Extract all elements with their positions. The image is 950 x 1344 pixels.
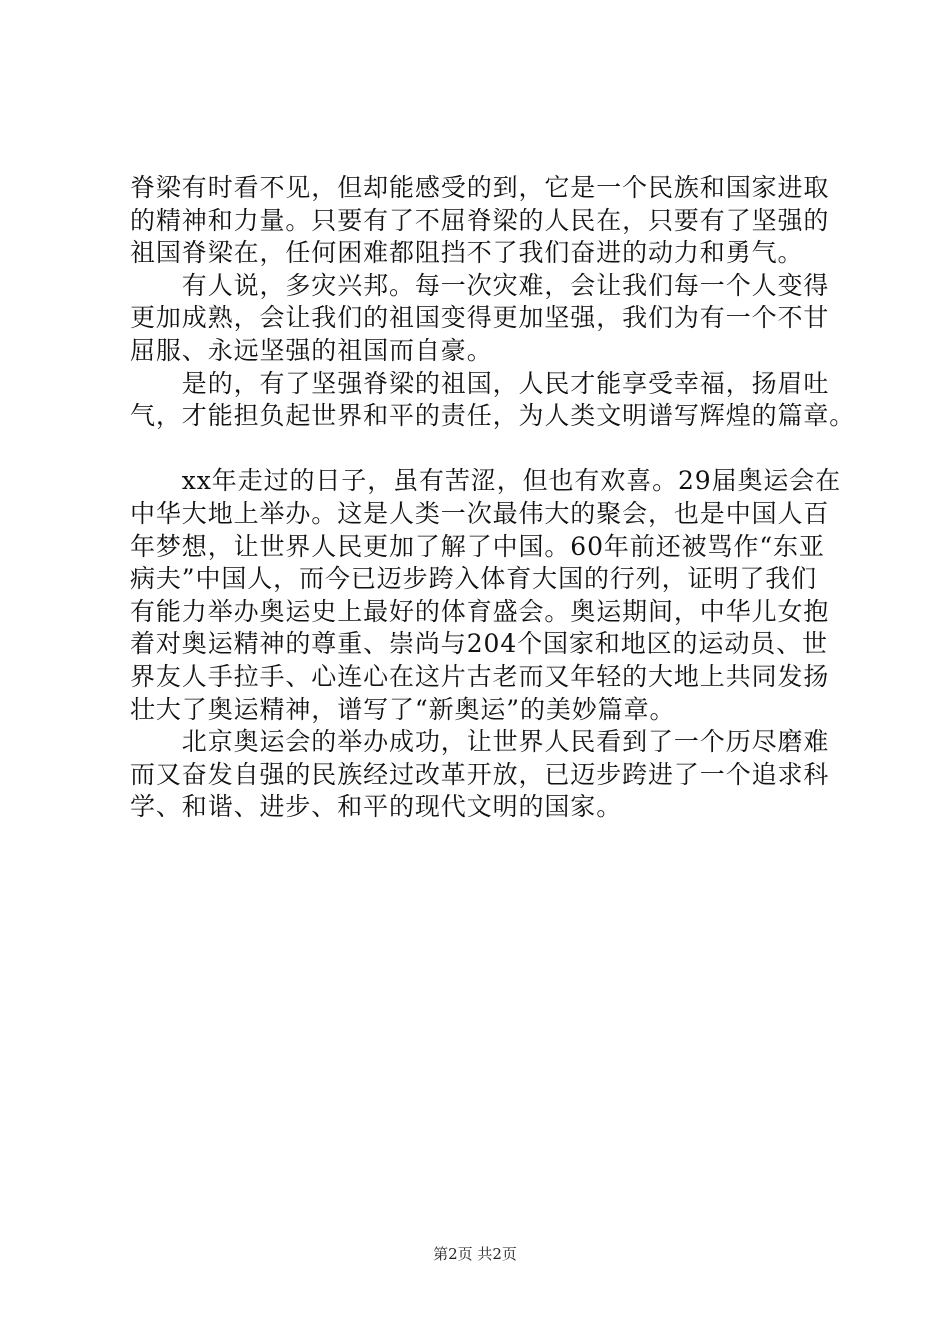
paragraph-gap — [130, 433, 830, 466]
text-line: 屈服、永远坚强的祖国而自豪。 — [130, 335, 493, 365]
text-line: 病夫”中国人，而今已迈步跨入体育大国的行列，证明了我们 — [130, 564, 818, 594]
page-footer: 第2页 共2页 — [433, 1245, 517, 1263]
text-line: 北京奥运会的举办成功，让世界人民看到了一个历尽磨难 — [130, 727, 830, 757]
text-line: 着对奥运精神的尊重、崇尚与204个国家和地区的运动员、世 — [130, 629, 828, 659]
text-line: 有能力举办奥运史上最好的体育盛会。奥运期间，中华儿女抱 — [130, 596, 830, 626]
text-line: 有人说，多灾兴邦。每一次灾难，会让我们每一个人变得 — [130, 270, 830, 300]
text-line: 年梦想，让世界人民更加了解了中国。60年前还被骂作“东亚 — [130, 531, 825, 561]
text-line: 界友人手拉手、心连心在这片古老而又年轻的大地上共同发扬 — [130, 661, 830, 691]
text-line: 壮大了奥运精神，谱写了“新奥运”的美妙篇章。 — [130, 694, 676, 724]
text-line: 而又奋发自强的民族经过改革开放，已迈步跨进了一个追求科 — [130, 759, 830, 789]
text-line: 中华大地上举办。这是人类一次最伟大的聚会，也是中国人百 — [130, 498, 830, 528]
text-line: 气，才能担负起世界和平的责任，为人类文明谱写辉煌的篇章。 — [130, 401, 856, 431]
text-line: 学、和谐、进步、和平的现代文明的国家。 — [130, 792, 623, 822]
text-line: 的精神和力量。只要有了不屈脊梁的人民在，只要有了坚强的 — [130, 205, 830, 235]
text-line: 祖国脊梁在，任何困难都阻挡不了我们奋进的动力和勇气。 — [130, 238, 804, 268]
text-line: xx年走过的日子，虽有苦涩，但也有欢喜。29届奥运会在 — [130, 466, 842, 496]
text-line: 是的，有了坚强脊梁的祖国，人民才能享受幸福，扬眉吐 — [130, 368, 830, 398]
document-body — [130, 172, 856, 824]
text-line: 脊梁有时看不见，但却能感受的到，它是一个民族和国家进取 — [130, 173, 830, 202]
text-line: 更加成熟，会让我们的祖国变得更加坚强，我们为有一个不甘 — [130, 303, 830, 333]
